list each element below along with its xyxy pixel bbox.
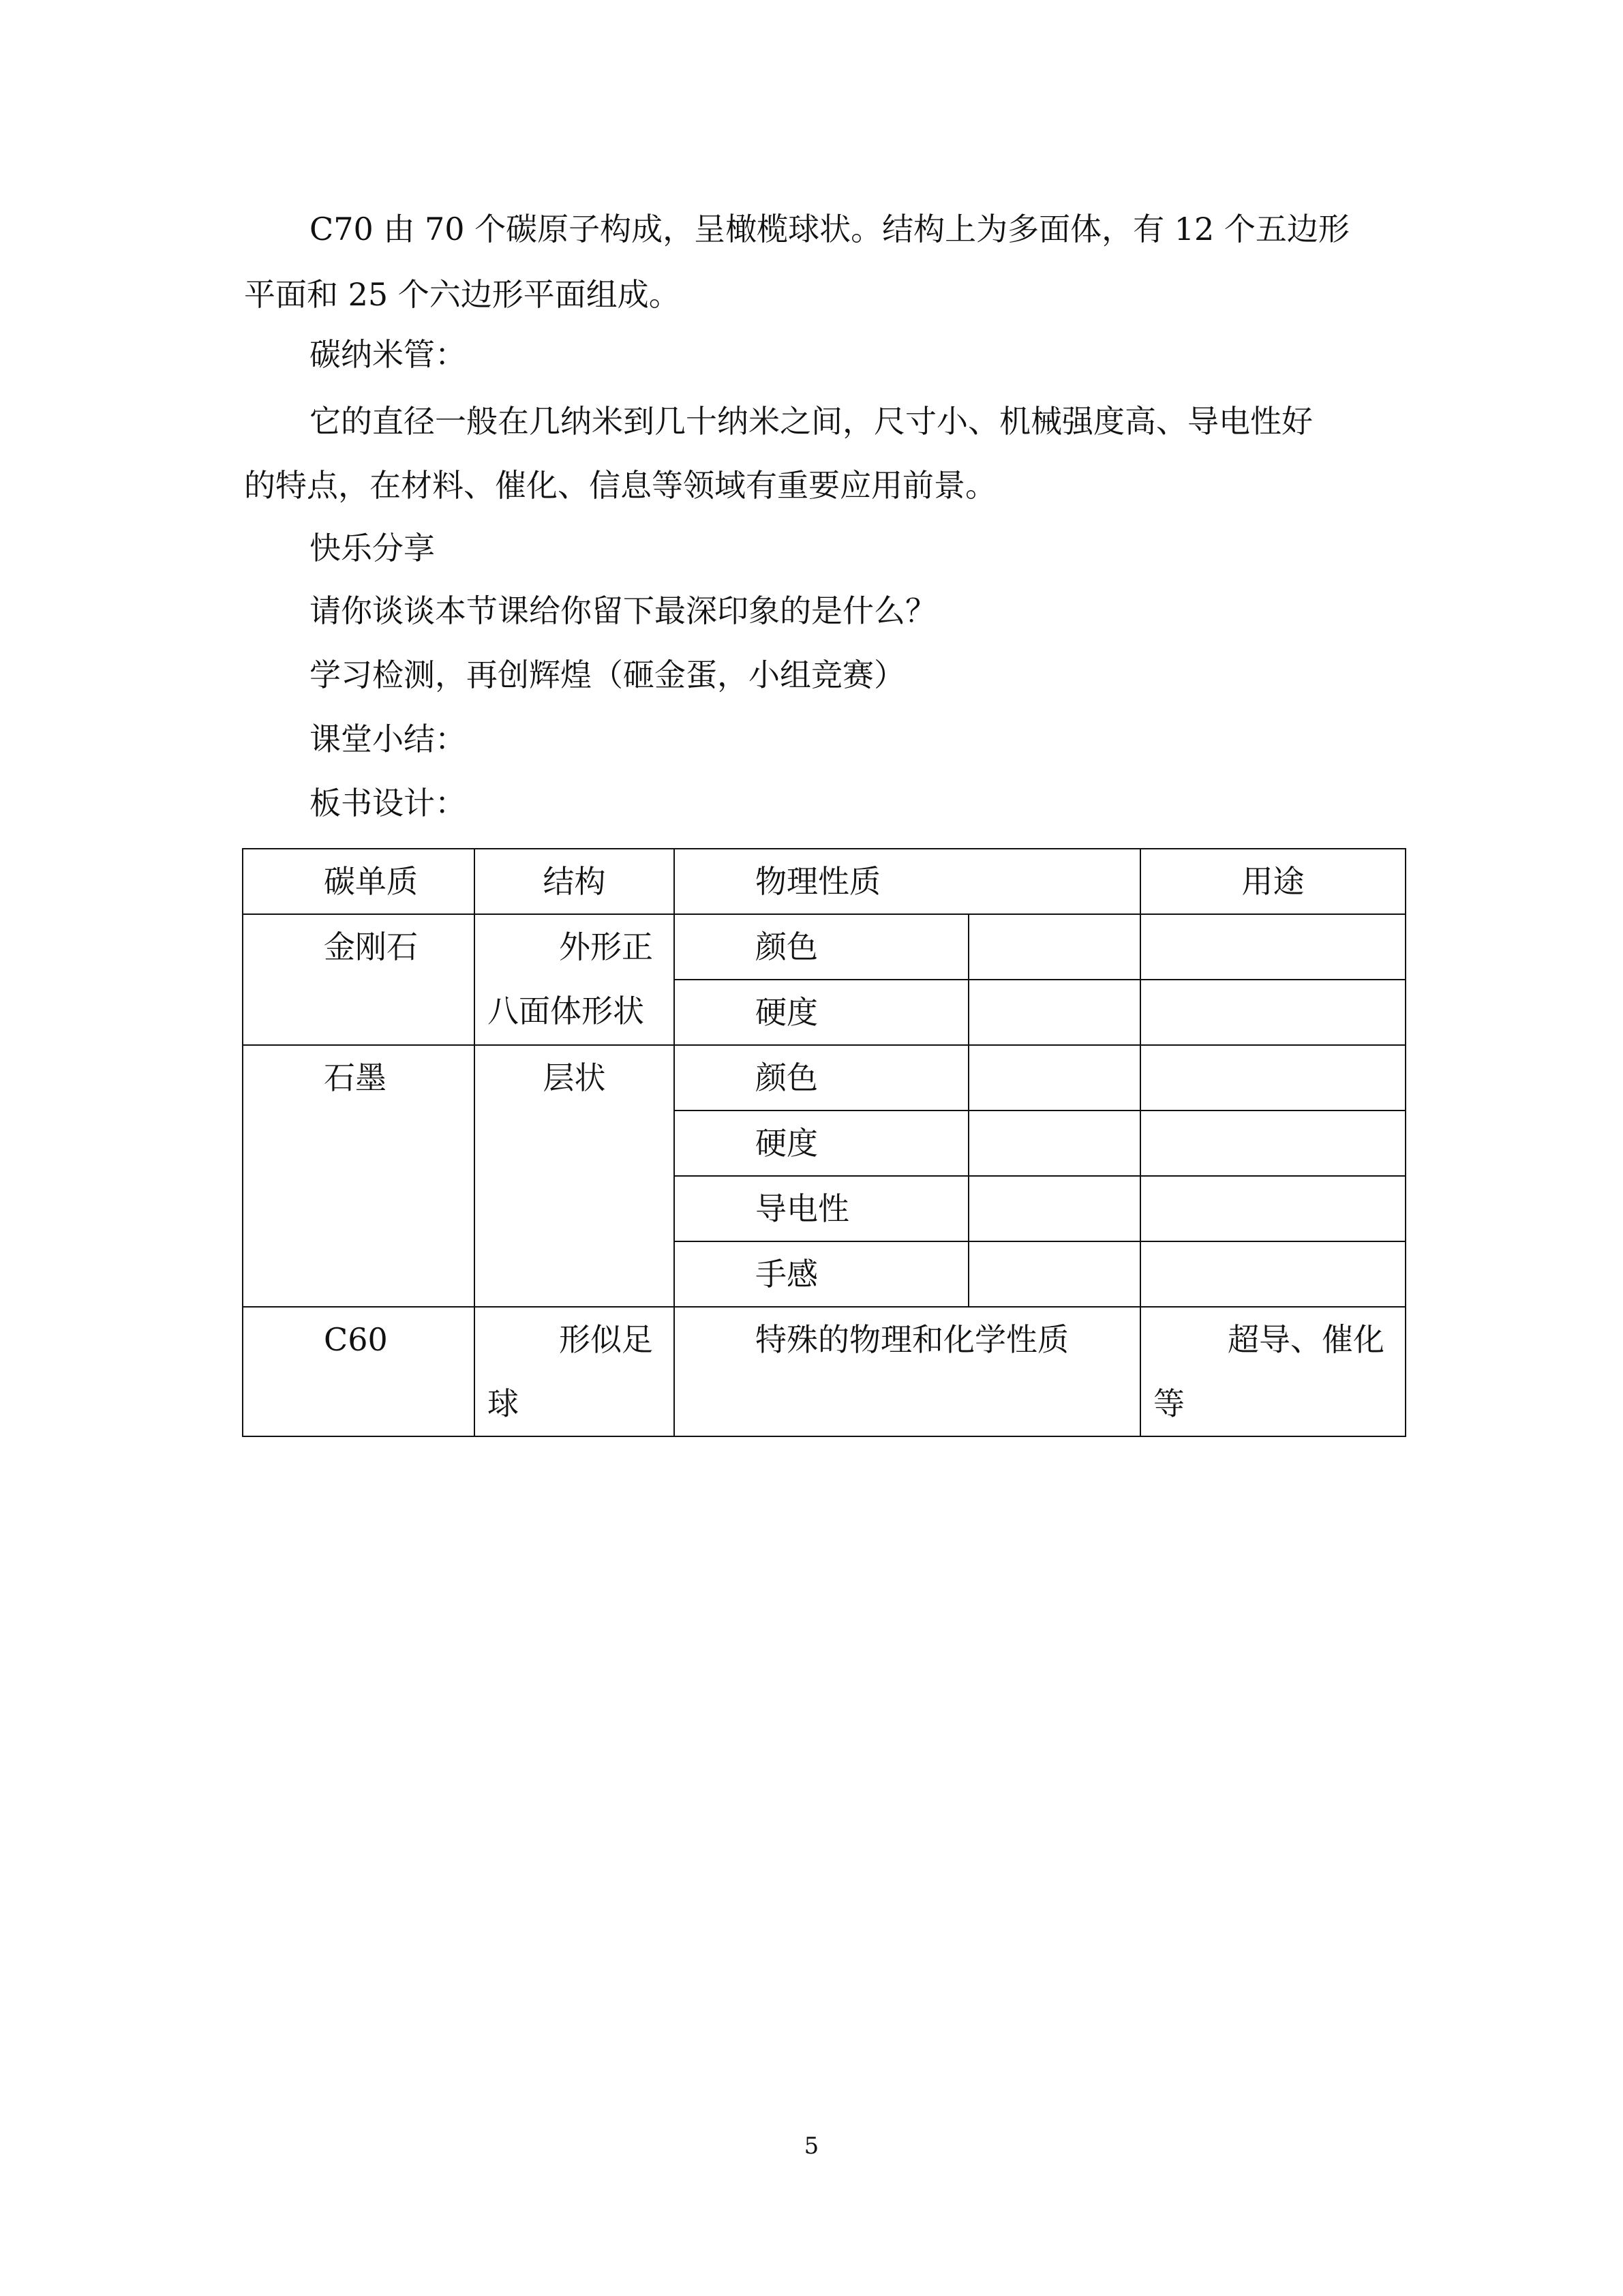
- graphite-use-4: [1140, 1241, 1406, 1307]
- graphite-use-2: [1140, 1111, 1406, 1176]
- table-row-diamond-1: [243, 914, 1406, 980]
- header-substance: 碳单质: [243, 849, 474, 914]
- c70-paragraph-line-2: 平面和 25 个六边形平面组成。: [244, 276, 680, 313]
- c60-structure: [474, 1307, 674, 1436]
- graphite-prop-feel: 手感: [674, 1241, 969, 1307]
- graphite-structure: 层状: [474, 1045, 674, 1307]
- nanotube-heading: 碳纳米管：: [309, 336, 466, 373]
- nanotube-paragraph-line-1: 它的直径一般在几纳米到几十纳米之间，尺寸小、机械强度高、导电性好: [309, 403, 1313, 440]
- graphite-prop-color: 颜色: [674, 1045, 969, 1111]
- diamond-prop-color-value: [969, 914, 1140, 980]
- table-row-graphite-1: [243, 1045, 1406, 1111]
- c60-use-line-2: 等: [1153, 1385, 1185, 1422]
- header-physical-properties: 物理性质: [674, 849, 1140, 914]
- diamond-structure-line-1: 外形正: [559, 928, 653, 965]
- c60-physical: 特殊的物理和化学性质: [674, 1307, 1140, 1436]
- summary-heading: 课堂小结：: [309, 721, 466, 757]
- header-use: 用途: [1140, 849, 1406, 914]
- graphite-prop-conductivity: 导电性: [674, 1176, 969, 1241]
- c60-use-line-1: 超导、催化: [1228, 1321, 1384, 1358]
- diamond-use-2: [1140, 980, 1406, 1045]
- diamond-prop-hardness: 硬度: [674, 980, 969, 1045]
- graphite-name: 石墨: [243, 1045, 474, 1307]
- c60-structure-line-1: 形似足: [559, 1321, 653, 1358]
- page-number: 5: [804, 2132, 819, 2160]
- graphite-prop-hardness-value: [969, 1111, 1140, 1176]
- graphite-use-3: [1140, 1176, 1406, 1241]
- nanotube-paragraph-line-2: 的特点，在材料、催化、信息等领域有重要应用前景。: [244, 467, 997, 504]
- header-structure: 结构: [474, 849, 674, 914]
- graphite-prop-color-value: [969, 1045, 1140, 1111]
- c60-use: [1140, 1307, 1406, 1436]
- graphite-prop-hardness: 硬度: [674, 1111, 969, 1176]
- graphite-use-1: [1140, 1045, 1406, 1111]
- blackboard-design-table: [242, 848, 1406, 1437]
- c60-structure-line-2: 球: [487, 1385, 519, 1422]
- diamond-structure: [474, 914, 674, 1045]
- diamond-prop-hardness-value: [969, 980, 1140, 1045]
- table-header-row: [243, 849, 1406, 914]
- diamond-structure-line-2: 八面体形状: [487, 993, 644, 1029]
- quiz-line: 学习检测，再创辉煌（砸金蛋，小组竞赛）: [309, 656, 905, 693]
- c60-name: C60: [243, 1307, 474, 1436]
- share-heading: 快乐分享: [309, 530, 435, 567]
- diamond-prop-color: 颜色: [674, 914, 969, 980]
- diamond-name: 金刚石: [243, 914, 474, 1045]
- diamond-use-1: [1140, 914, 1406, 980]
- table-row-c60: [243, 1307, 1406, 1436]
- graphite-prop-conductivity-value: [969, 1176, 1140, 1241]
- share-question: 请你谈谈本节课给你留下最深印象的是什么？: [309, 592, 937, 629]
- c70-paragraph-line-1: C70 由 70 个碳原子构成，呈橄榄球状。结构上为多面体，有 12 个五边形: [309, 211, 1350, 247]
- graphite-prop-feel-value: [969, 1241, 1140, 1307]
- board-design-heading: 板书设计：: [309, 785, 466, 821]
